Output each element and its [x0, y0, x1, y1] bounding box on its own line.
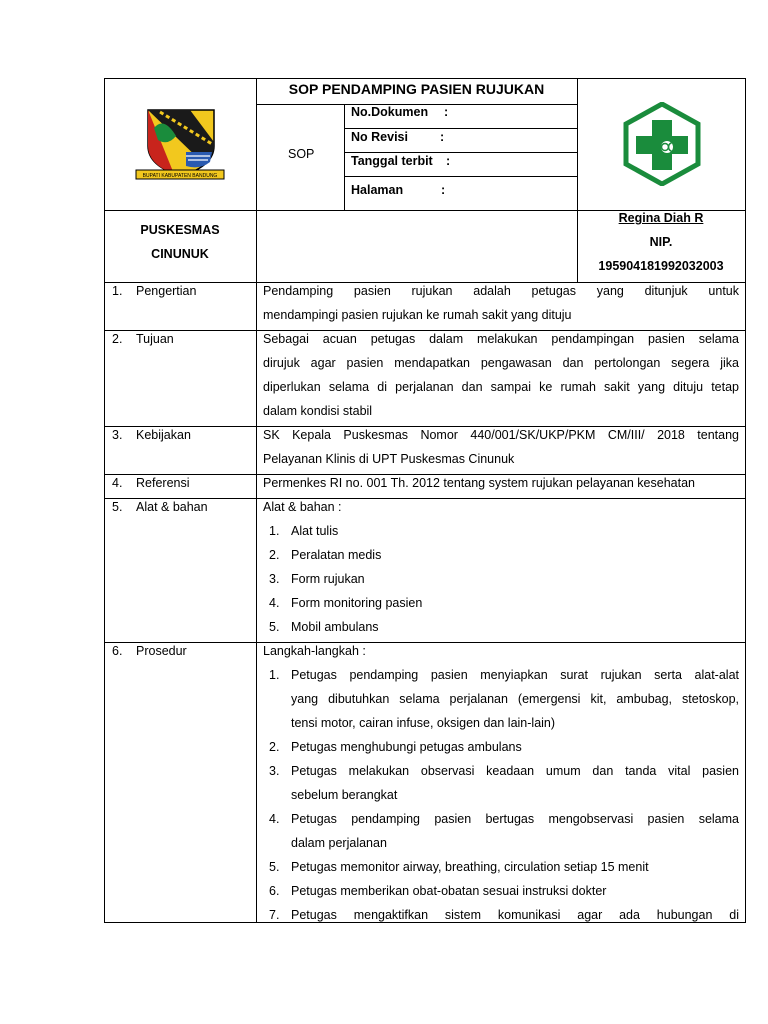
section-5-intro: Alat & bahan :: [263, 500, 342, 514]
section-1-line-2: mendampingi pasien rujukan ke rumah sakit yang dituju: [263, 308, 572, 322]
signer-nip-label: NIP.: [649, 235, 673, 249]
step-2-number: 2.: [269, 740, 280, 754]
section-3-label: Kebijakan: [136, 428, 191, 442]
tool-item-5-number: 5.: [269, 620, 280, 634]
step-3-line-2: sebelum berangkat: [291, 788, 398, 802]
section-5-number: 5.: [112, 500, 123, 514]
sop-label: SOP: [288, 147, 315, 161]
section-2-line-1: Sebagai acuan petugas dalam melakukan pendampingan pasien selama: [263, 332, 739, 346]
step-7-number: 7.: [269, 908, 280, 922]
section-2-label: Tujuan: [136, 332, 174, 346]
step-1-line-2: yang dibutuhkan selama perjalanan (emergensi kit, ambubag, stetoskop,: [291, 692, 739, 706]
step-4-line-2: dalam perjalanan: [291, 836, 387, 850]
regional-emblem-logo: [134, 106, 226, 184]
tool-item-1: Alat tulis: [291, 524, 339, 538]
step-6-line-1: Petugas memberikan obat-obatan sesuai instruksi dokter: [291, 884, 607, 898]
section-3-line-1: SK Kepala Puskesmas Nomor 440/001/SK/UKP/PKM CM/III/ 2018 tentang: [263, 428, 739, 442]
border-left: [104, 78, 105, 922]
step-5-line-1: Petugas memonitor airway, breathing, circulation setiap 15 menit: [291, 860, 649, 874]
tool-item-2-number: 2.: [269, 548, 280, 562]
field-halaman-sep: :: [441, 183, 446, 197]
field-no-revisi-sep: :: [440, 130, 445, 144]
step-4-number: 4.: [269, 812, 280, 826]
border-bottom: [104, 922, 746, 923]
section-2-line-2: dirujuk agar pasien mendapatkan pengawasan dan pertolongan segera jika: [263, 356, 739, 370]
field-tanggal-terbit-sep: :: [446, 154, 451, 168]
section-2-line-3: diperlukan selama di perjalanan dan sampai ke rumah sakit yang dituju tetap: [263, 380, 739, 394]
border-right: [745, 78, 746, 922]
step-1-number: 1.: [269, 668, 280, 682]
step-3-line-1: Petugas melakukan observasi keadaan umum dan tanda vital pasien: [291, 764, 739, 778]
section-5-label: Alat & bahan: [136, 500, 208, 514]
field-no-dokumen-sep: :: [444, 105, 449, 119]
section-4-line-1: Permenkes RI no. 001 Th. 2012 tentang system rujukan pelayanan kesehatan: [263, 476, 695, 490]
step-5-number: 5.: [269, 860, 280, 874]
emblem-ribbon-text: BUPATI KABUPATEN BANDUNG: [142, 173, 218, 179]
tool-item-1-number: 1.: [269, 524, 280, 538]
field-halaman: Halaman: [351, 183, 404, 197]
field-no-dokumen: No.Dokumen: [351, 105, 429, 119]
puskesmas-logo: [620, 102, 704, 186]
signer-name: Regina Diah R: [618, 211, 704, 225]
section-4-label: Referensi: [136, 476, 190, 490]
row-line-5: [104, 642, 746, 643]
field-tanggal-terbit: Tanggal terbit: [351, 154, 433, 168]
tool-item-4-number: 4.: [269, 596, 280, 610]
section-6-number: 6.: [112, 644, 123, 658]
section-1-line-1: Pendamping pasien rujukan adalah petugas yang ditunjuk untuk: [263, 284, 739, 298]
step-2-line-1: Petugas menghubungi petugas ambulans: [291, 740, 522, 754]
step-4-line-1: Petugas pendamping pasien bertugas mengobservasi pasien selama: [291, 812, 739, 826]
section-2-number: 2.: [112, 332, 123, 346]
step-3-number: 3.: [269, 764, 280, 778]
tool-item-5: Mobil ambulans: [291, 620, 379, 634]
divider-left-col: [256, 78, 257, 922]
section-4-number: 4.: [112, 476, 123, 490]
section-2-line-4: dalam kondisi stabil: [263, 404, 373, 418]
org-name-line2: CINUNUK: [151, 247, 209, 261]
tool-item-3-number: 3.: [269, 572, 280, 586]
step-6-number: 6.: [269, 884, 280, 898]
signer-nip: 195904181992032003: [598, 259, 724, 273]
section-3-number: 3.: [112, 428, 123, 442]
tool-item-3: Form rujukan: [291, 572, 365, 586]
tool-item-2: Peralatan medis: [291, 548, 382, 562]
step-7-line-1: Petugas mengaktifkan sistem komunikasi agar ada hubungan di: [291, 908, 739, 922]
section-1-number: 1.: [112, 284, 123, 298]
section-3-line-2: Pelayanan Klinis di UPT Puskesmas Cinunuk: [263, 452, 515, 466]
document-title: SOP PENDAMPING PASIEN RUJUKAN: [288, 81, 545, 97]
org-name-line1: PUSKESMAS: [140, 223, 220, 237]
step-1-line-1: Petugas pendamping pasien menyiapkan surat rujukan serta alat-alat: [291, 668, 739, 682]
field-line-3: [344, 176, 577, 177]
divider-sop-col: [344, 104, 345, 210]
step-1-line-3: tensi motor, cairan infuse, oksigen dan lain-lain): [291, 716, 556, 730]
section-1-label: Pengertian: [136, 284, 197, 298]
section-6-label: Prosedur: [136, 644, 187, 658]
field-no-revisi: No Revisi: [351, 130, 408, 144]
section-6-intro: Langkah-langkah :: [263, 644, 366, 658]
tool-item-4: Form monitoring pasien: [291, 596, 423, 610]
